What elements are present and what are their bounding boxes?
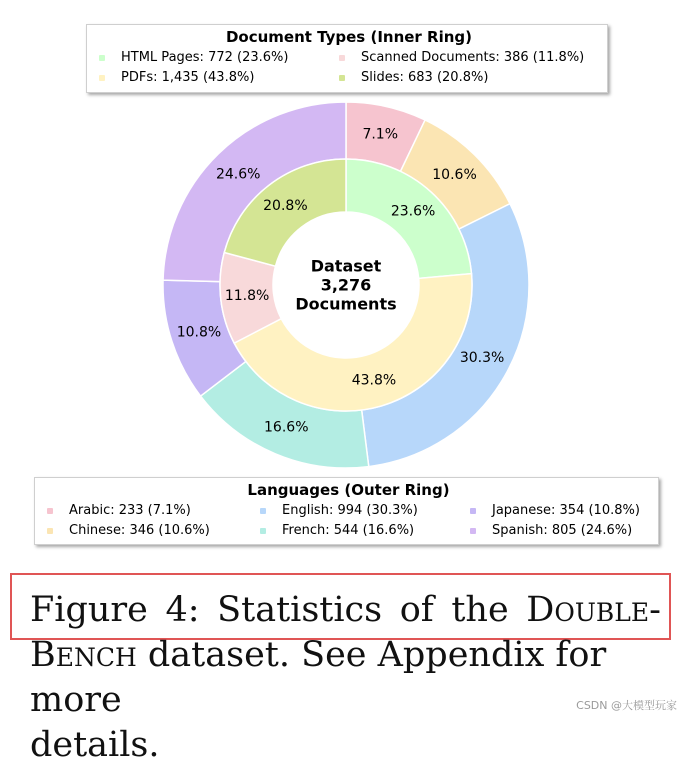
legend-swatch: [47, 528, 53, 534]
legend-item-japanese: [470, 501, 660, 521]
caption-line-2-rest: dataset. See Appendix for more: [30, 635, 607, 720]
legend-label: HTML Pages: 772 (23.6%): [121, 50, 289, 65]
legend-swatch: [470, 508, 476, 514]
legend-item-spanish: [470, 521, 660, 541]
caption-line-3: details.: [30, 725, 160, 765]
outer-label-arabic: 7.1%: [362, 126, 399, 143]
center-label-line: 3,276: [320, 275, 372, 295]
outer-label-chinese: 10.6%: [432, 167, 477, 184]
legend-item-arabic: [47, 501, 260, 521]
legend-item-slides: [339, 68, 599, 88]
legend-swatch: [339, 55, 345, 61]
center-label-line: Documents: [295, 294, 397, 314]
caption-word: the: [451, 590, 509, 630]
figure-caption: [30, 588, 670, 768]
inner-label-slides: 20.8%: [263, 198, 308, 215]
legend-label: Chinese: 346 (10.6%): [69, 523, 210, 538]
legend-label: French: 544 (16.6%): [282, 523, 415, 538]
legend-swatch: [99, 55, 105, 61]
caption-word-bench: Bench: [30, 635, 137, 675]
legend-item-scanned-documents: [339, 48, 599, 68]
legend-label: English: 994 (30.3%): [282, 503, 418, 518]
outer-label-french: 16.6%: [264, 419, 309, 436]
legend-label: Slides: 683 (20.8%): [361, 70, 489, 85]
inner-label-html-pages: 23.6%: [390, 203, 436, 220]
caption-line-1: [30, 588, 661, 633]
legend-swatch: [339, 75, 345, 81]
caption-line-2: [30, 633, 670, 723]
caption-word: 4:: [165, 590, 200, 630]
outer-label-english: 30.3%: [459, 350, 505, 367]
legend-label: Spanish: 805 (24.6%): [492, 523, 633, 538]
legend-label: PDFs: 1,435 (43.8%): [121, 70, 255, 85]
outer-label-spanish: 24.6%: [215, 166, 261, 183]
center-label-line: Dataset: [310, 256, 382, 276]
caption-word: Figure: [30, 590, 148, 630]
legend-label: Scanned Documents: 386 (11.8%): [361, 50, 585, 65]
inner-legend-title: Document Types (Inner Ring): [225, 28, 473, 46]
inner-label-scanned-documents: 11.8%: [224, 287, 270, 304]
legend-swatch: [47, 508, 53, 514]
outer-ring-legend: [34, 477, 659, 545]
watermark: CSDN @大模型玩家: [576, 699, 677, 712]
outer-legend-title: Languages (Outer Ring): [247, 481, 450, 499]
legend-swatch: [470, 528, 476, 534]
legend-label: Japanese: 354 (10.8%): [492, 503, 640, 518]
legend-swatch: [260, 528, 266, 534]
legend-item-french: [260, 521, 470, 541]
caption-word-double: Double-: [526, 590, 661, 630]
legend-item-html-pages: [99, 48, 339, 68]
legend-item-pdfs: [99, 68, 339, 88]
legend-swatch: [260, 508, 266, 514]
legend-item-english: [260, 501, 470, 521]
legend-swatch: [99, 75, 105, 81]
caption-word: Statistics: [217, 590, 383, 630]
legend-item-chinese: [47, 521, 260, 541]
inner-ring-legend: [86, 24, 608, 93]
legend-label: Arabic: 233 (7.1%): [69, 503, 191, 518]
inner-label-pdfs: 43.8%: [351, 372, 397, 389]
outer-label-japanese: 10.8%: [176, 324, 222, 341]
caption-word: of: [399, 590, 434, 630]
